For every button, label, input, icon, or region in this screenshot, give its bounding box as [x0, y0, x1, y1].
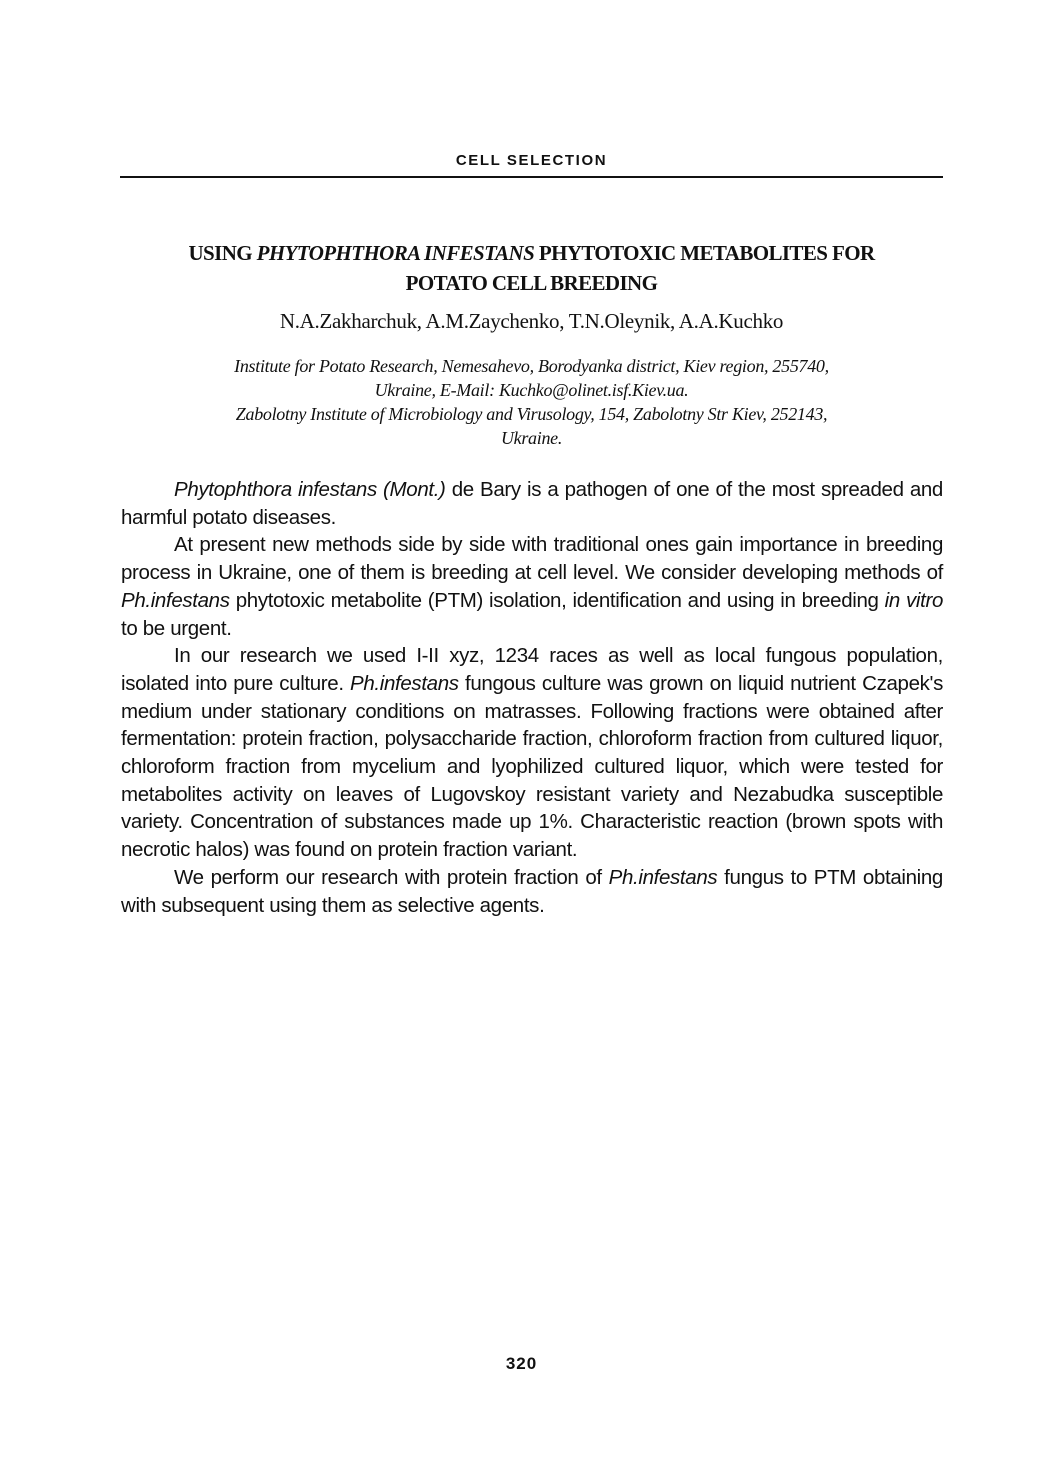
affiliation-line: Institute for Potato Research, Nemesahevo, Borodyanka district, Kiev region, 255740,	[234, 356, 829, 376]
title-rest: PHYTOTOXIC METABOLITES FOR	[534, 241, 875, 265]
paragraph-text: phytotoxic metabolite (PTM) isolation, identification and using in breeding	[229, 588, 885, 612]
title-species: PHYTOPHTHORA INFESTANS	[256, 241, 535, 265]
species-abbrev: Ph.infestans	[350, 671, 459, 695]
paragraph-4	[121, 864, 943, 919]
header-rule	[120, 176, 943, 178]
page-number: 320	[505, 1354, 538, 1373]
authors: N.A.Zakharchuk, A.M.Zaychenko, T.N.Oleynik, A.A.Kuchko	[279, 309, 784, 333]
title-line2: POTATO CELL BREEDING	[405, 271, 658, 295]
paragraph-text: fungus to PTM obtaining with subsequent using them as selective agents.	[121, 865, 943, 917]
paragraph-text: In our research we used I-II xyz, 1234 races as well as local fungous population, isolated into pure culture.	[121, 644, 943, 695]
paragraph-text: de Bary is a pathogen of one of the most spreaded and harmful potato diseases.	[121, 478, 943, 529]
title-prefix: USING	[188, 241, 257, 265]
paragraph-1	[121, 476, 943, 531]
affiliations	[120, 354, 943, 450]
running-header: CELL SELECTION	[455, 152, 608, 169]
paragraph-3	[121, 642, 943, 864]
species-abbrev: Ph.infestans	[121, 588, 230, 612]
paragraph-2	[121, 531, 943, 642]
affiliation-line: Ukraine.	[500, 428, 563, 448]
paragraph-text: fungous culture was grown on liquid nutrient Czapek's medium under stationary conditions on matrasses. Following fractions were obtained after fermentation: protein fraction, polysaccharide fraction, chloroform fraction from cultured liquor, chloroform fraction from mycelium and lyophilized cultured liquor, which were tested for metabolites activity on leaves of Lugovskoy resistant variety and Nezabudka susceptible variety. Concentration of substances made up 1%. Characteristic reaction (brown spots with necrotic halos) was found on protein fraction variant.	[121, 671, 944, 862]
paragraph-text: We perform our research with protein fraction of	[174, 865, 609, 889]
paper-title	[110, 238, 953, 298]
species-name: Phytophthora infestans (Mont.)	[174, 478, 446, 501]
paragraph-text: to be urgent.	[121, 616, 232, 640]
paragraph-text: At present new methods side by side with traditional ones gain importance in breeding process in Ukraine, one of them is breeding at cell level. We consider developing methods of	[121, 533, 943, 585]
affiliation-line: Zabolotny Institute of Microbiology and Virusology, 154, Zabolotny Str Kiev, 252143,	[235, 404, 828, 424]
abstract-body	[121, 476, 943, 919]
affiliation-line: Ukraine, E-Mail: Kuchko@olinet.isf.Kiev.ua.	[374, 380, 689, 400]
species-abbrev: Ph.infestans	[608, 865, 718, 889]
in-vitro-term: in vitro	[884, 588, 943, 612]
